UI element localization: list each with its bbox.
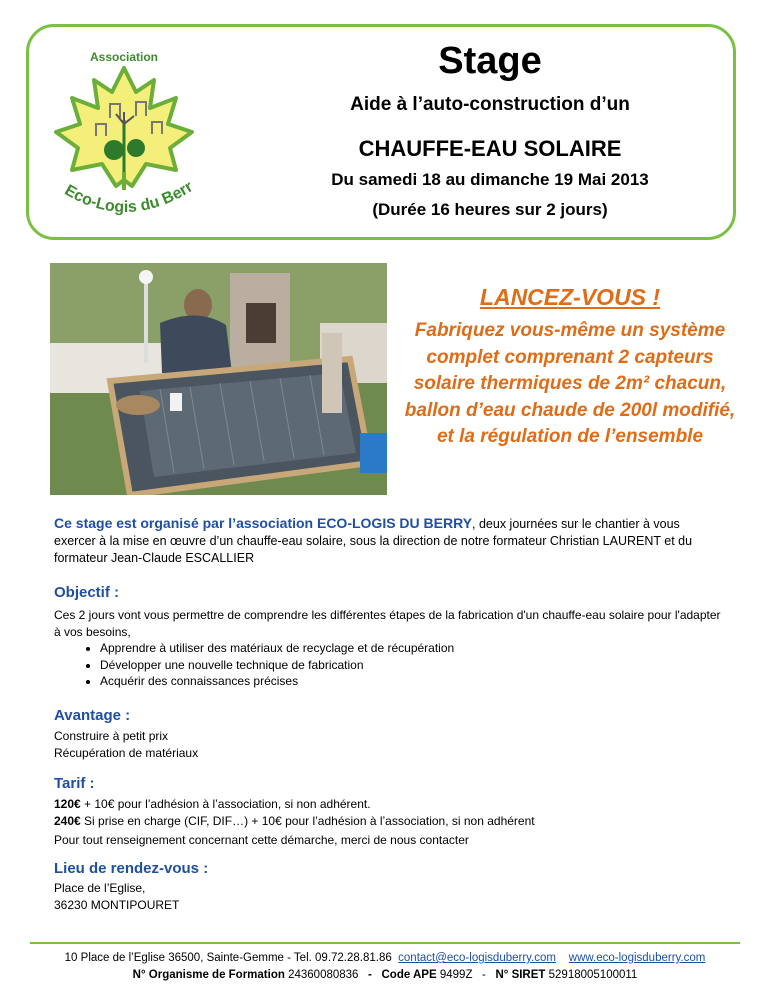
contact-line: Pour tout renseignement concernant cette démarche, merci de nous contacter xyxy=(54,833,469,847)
tarif-line1 xyxy=(54,796,724,813)
siret-label: N° SIRET xyxy=(495,969,546,981)
price-2-text: Si prise en charge (CIF, DIF…) + 10€ pour l’adhésion à l’association, si non adhérent xyxy=(80,813,535,828)
lieu-line2: 36230 MONTIPOURET xyxy=(54,897,180,912)
avantage-section xyxy=(54,728,724,761)
tarif-section xyxy=(54,796,724,849)
maple-leaf-icon xyxy=(36,40,211,220)
event-dates: Du samedi 18 au dimanche 19 Mai 2013 xyxy=(331,170,649,189)
footer-line1 xyxy=(30,950,740,967)
footer-address: 10 Place de l’Eglise 36500, Sainte-Gemme - Tel. 09.72.28.81.86 xyxy=(64,952,392,964)
objectif-list xyxy=(54,640,724,690)
logo-top-text: Association xyxy=(89,50,158,64)
list-item: • Acquérir des connaissances précises xyxy=(100,673,724,690)
tarif-line2 xyxy=(54,813,724,830)
event-duration: (Durée 16 heures sur 2 jours) xyxy=(372,200,608,219)
promo-headline: LANCEZ-VOUS ! xyxy=(479,284,661,310)
intro-org-text: Ce stage est organisé par l’association ECO-LOGIS DU BERRY xyxy=(54,515,473,531)
price-1-text: + 10€ pour l’adhésion à l’association, si non adhérent. xyxy=(80,797,371,811)
avantage-heading: Avantage : xyxy=(54,707,131,724)
siret-value: 52918005100011 xyxy=(548,969,638,981)
ape-value: 9499Z xyxy=(439,969,473,981)
subtitle-line1: Aide à l’auto-construction d’un xyxy=(350,94,630,115)
intro-paragraph xyxy=(54,515,724,567)
org-value: 24360080836 xyxy=(288,969,359,981)
website-link[interactable]: www.eco-logisduberry.com xyxy=(568,952,706,964)
association-logo xyxy=(36,40,211,220)
page-title: Stage xyxy=(438,40,542,82)
objectif-section xyxy=(54,607,724,690)
avantage-line1: Construire à petit prix xyxy=(54,729,169,743)
footer xyxy=(30,942,740,984)
workshop-photo xyxy=(50,263,387,495)
intro-rest-text: , deux journées sur le chantier à vous exercer à la mise en œuvre d’un chauffe-eau solaire, sous la direction de notre formateur Christian LAURENT et du formateur Jean-Claude ESCALLIER xyxy=(54,517,693,565)
price-2: 240€ xyxy=(54,813,81,828)
avantage-line2: Récupération de matériaux xyxy=(54,745,199,760)
ape-label: Code APE xyxy=(381,969,437,981)
lieu-line1: Place de l’Eglise, xyxy=(54,881,146,895)
subtitle-line2: CHAUFFE-EAU SOLAIRE xyxy=(358,136,622,161)
lieu-section xyxy=(54,880,724,913)
email-link[interactable]: contact@eco-logisduberry.com xyxy=(398,952,556,964)
promo-text: Fabriquez vous-même un système complet comprenant 2 capteurs solaire thermiques de 2m² chacun, ballon d’eau chaude de 200l modifié, et la régulation de l’ensemble xyxy=(404,320,736,447)
price-1: 120€ xyxy=(54,797,81,811)
objectif-text: Ces 2 jours vont vous permettre de comprendre les différentes étapes de la fabrication d'un chauffe-eau solaire pour l'adapter à vos besoins, xyxy=(54,608,721,639)
objectif-heading: Objectif : xyxy=(54,584,120,601)
list-item: • Développer une nouvelle technique de fabrication xyxy=(100,657,724,674)
lieu-heading: Lieu de rendez-vous : xyxy=(54,860,209,877)
footer-line2: N° Organisme de Formation 24360080836 - Code APE 9499Z - N° SIRET 52918005100011 xyxy=(132,969,638,981)
org-label: N° Organisme de Formation xyxy=(132,969,285,981)
list-item: • Apprendre à utiliser des matériaux de recyclage et de récupération xyxy=(100,640,724,657)
tarif-heading: Tarif : xyxy=(54,775,95,792)
logo-bottom-text: Eco-Logis du Berr xyxy=(61,178,197,217)
